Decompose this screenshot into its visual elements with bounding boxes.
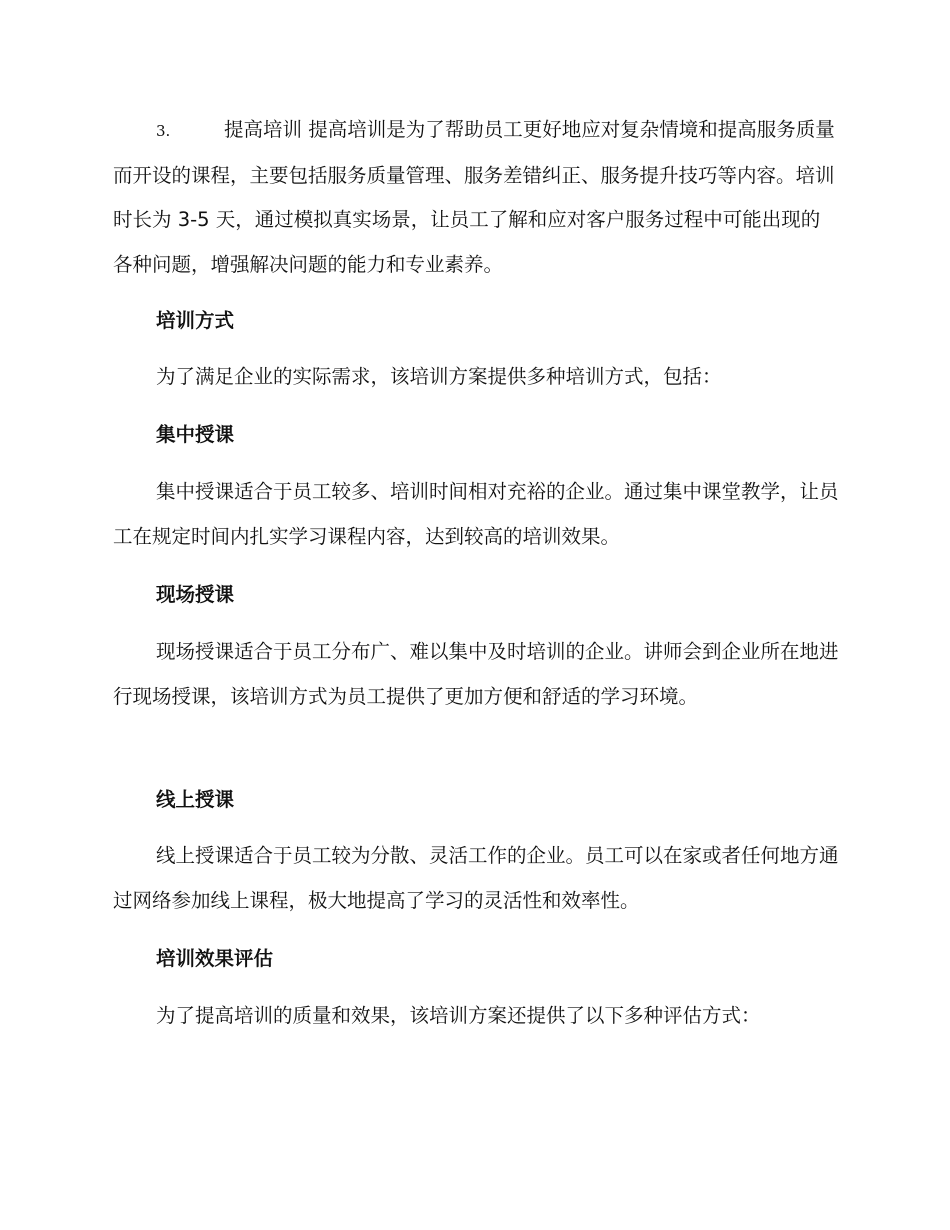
- training-methods-intro: 为了满足企业的实际需求，该培训方案提供多种培训方式，包括：: [156, 365, 722, 388]
- section-3-paragraph: [113, 108, 839, 287]
- heading-online-teaching: 线上授课: [156, 788, 235, 811]
- section-3-text: 提高培训 提高培训是为了帮助员工更好地应对复杂情境和提高服务质量而开设的课程，主要包括服务质量管理、服务差错纠正、服务提升技巧等内容。培训时长为 3-5 天，通过模拟真实场景，让员工了解和应对客户服务过程中可能出现的各种问题，增强解决问题的能力和专业素养。: [113, 118, 835, 276]
- heading-centralized-teaching: 集中授课: [156, 423, 235, 446]
- online-teaching-paragraph: 线上授课适合于员工较为分散、灵活工作的企业。员工可以在家或者任何地方通过网络参加线上课程，极大地提高了学习的灵活性和效率性。: [113, 844, 839, 912]
- heading-training-methods: 培训方式: [156, 309, 235, 332]
- heading-training-evaluation: 培训效果评估: [156, 947, 274, 970]
- onsite-teaching-paragraph: 现场授课适合于员工分布广、难以集中及时培训的企业。讲师会到企业所在地进行现场授课，该培训方式为员工提供了更加方便和舒适的学习环境。: [113, 640, 839, 708]
- centralized-teaching-paragraph: 集中授课适合于员工较多、培训时间相对充裕的企业。通过集中课堂教学，让员工在规定时间内扎实学习课程内容，达到较高的培训效果。: [113, 480, 839, 548]
- heading-onsite-teaching: 现场授课: [156, 583, 235, 606]
- training-evaluation-intro: 为了提高培训的质量和效果，该培训方案还提供了以下多种评估方式：: [156, 1004, 761, 1027]
- list-number: 3.: [156, 122, 171, 140]
